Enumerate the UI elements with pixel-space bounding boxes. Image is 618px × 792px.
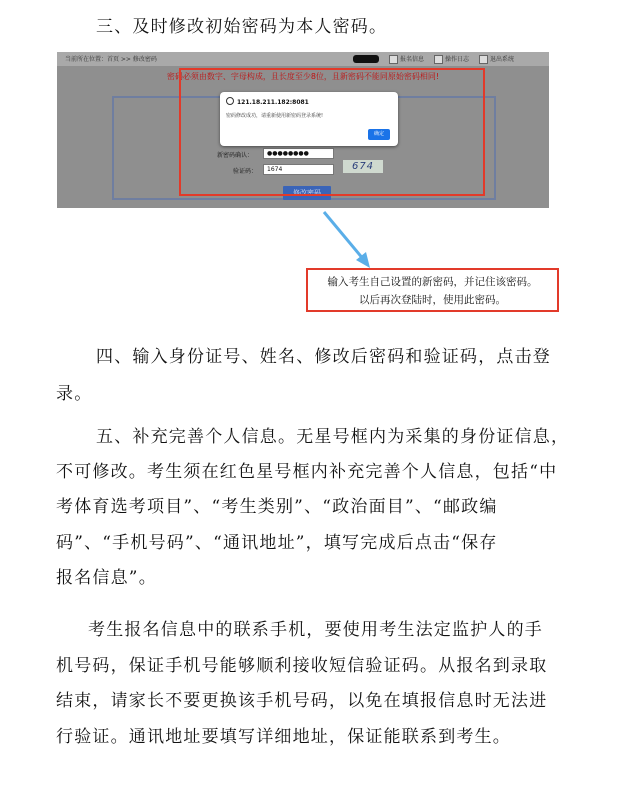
password-change-screenshot <box>57 52 549 208</box>
captcha-label: 验证码： <box>233 168 258 175</box>
nav-operation-log[interactable] <box>434 54 469 64</box>
para6-line-2: 机号码，保证手机号能够顺利接收短信验证码。从报名到录取 <box>56 656 548 676</box>
nav-logout[interactable] <box>479 54 514 64</box>
para6-line-1: 考生报名信息中的联系手机，要使用考生法定监护人的手 <box>88 620 543 640</box>
para5-line-5: 报名信息”。 <box>56 568 157 588</box>
nav-label: 操作日志 <box>445 56 470 63</box>
para4-line-2: 录。 <box>56 384 93 404</box>
pointer-arrow-icon <box>318 208 378 272</box>
nav-label: 退出系统 <box>490 56 515 63</box>
para6-line-4: 行验证。通讯地址要填写详细地址，保证能联系到考生。 <box>56 727 511 747</box>
para6-line-3: 结束，请家长不要更换该手机号码，以免在填报信息时无法进 <box>56 691 548 711</box>
user-nav <box>353 54 514 64</box>
callout-line-2: 以后再次登陆时，使用此密码。 <box>359 294 506 306</box>
para4-line-1: 四、输入身份证号、姓名、修改后密码和验证码，点击登 <box>96 347 551 367</box>
dialog-host-text: 121.18.211.182:8081 <box>237 99 309 106</box>
section-heading-3: 三、及时修改初始密码为本人密码。 <box>96 17 388 37</box>
change-password-button[interactable]: 修改密码 <box>283 186 331 200</box>
nav-label: 报名信息 <box>400 56 425 63</box>
callout-line-1: 输入考生自己设置的新密码，并记住该密码。 <box>327 276 538 288</box>
confirm-password-field[interactable]: ●●●●●●●● <box>263 148 334 159</box>
highlight-box <box>179 68 485 196</box>
log-icon <box>434 55 443 64</box>
captcha-image[interactable]: 674 <box>343 160 383 173</box>
dialog-ok-button[interactable]: 确定 <box>368 129 390 140</box>
para5-line-3: 考体育选考项目”、“考生类别”、“政治面目”、“邮政编 <box>56 497 498 517</box>
info-icon <box>389 55 398 64</box>
breadcrumb: 当前所在位置：首页 >> 修改密码 <box>65 56 157 63</box>
callout-note <box>306 268 559 312</box>
captcha-input[interactable]: 1674 <box>263 164 334 175</box>
redacted-username <box>353 55 379 63</box>
para5-line-1: 五、补充完善个人信息。无星号框内为采集的身份证信息， <box>96 427 570 447</box>
password-rule-warning: 密码必须由数字、字母构成，且长度至少8位，且新密码不能同原始密码相同! <box>166 72 440 81</box>
logout-icon <box>479 55 488 64</box>
confirm-password-label: 新密码确认： <box>217 152 254 159</box>
para5-line-2: 不可修改。考生须在红色星号框内补充完善个人信息，包括“中 <box>56 462 558 482</box>
dialog-message: 密码修改成功，请重新使用新密码登录系统! <box>226 113 324 119</box>
nav-registration-info[interactable] <box>389 54 424 64</box>
para5-line-4: 码”、“手机号码”、“通讯地址”，填写完成后点击“保存 <box>56 533 498 553</box>
